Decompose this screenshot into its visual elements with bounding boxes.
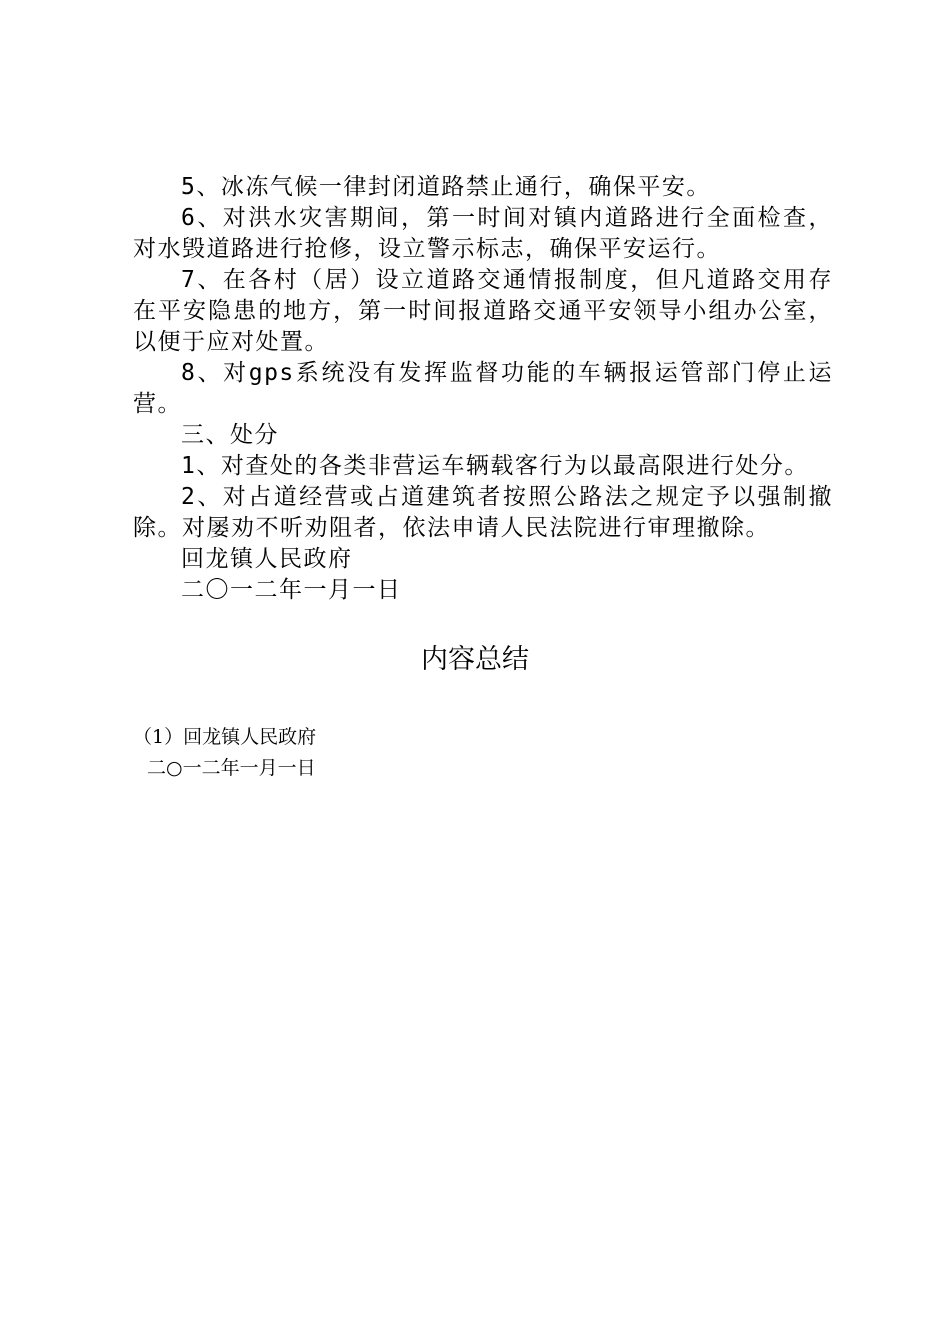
paragraph-item-6: 6、对洪水灾害期间，第一时间对镇内道路进行全面检查，对水毁道路进行抢修，设立警示标志，确保平安运行。 — [133, 205, 833, 262]
penalty-item-2: 2、对占道经营或占道建筑者按照公路法之规定予以强制撤除。对屡劝不听劝阻者，依法申请人民法院进行审理撤除。 — [133, 484, 833, 541]
summary-item-date: 二○一二年一月一日 — [147, 757, 316, 779]
paragraph-item-5: 5、冰冻气候一律封闭道路禁止通行，确保平安。 — [181, 174, 711, 200]
document-body — [133, 172, 833, 606]
paragraph-item-8: 8、对gps系统没有发挥监督功能的车辆报运管部门停止运营。 — [133, 360, 833, 417]
signature-organization: 回龙镇人民政府 — [181, 546, 353, 572]
section-heading-penalty: 三、处分 — [181, 422, 279, 448]
summary-title: 内容总结 — [421, 644, 529, 675]
penalty-item-1: 1、对查处的各类非营运车辆载客行为以最高限进行处分。 — [181, 453, 809, 479]
summary-item-organization: （1）回龙镇人民政府 — [133, 726, 317, 748]
signature-date: 二〇一二年一月一日 — [181, 577, 402, 603]
paragraph-item-7: 7、在各村（居）设立道路交通情报制度，但凡道路交用存在平安隐患的地方，第一时间报道路交通平安领导小组办公室，以便于应对处置。 — [133, 267, 833, 355]
summary-list — [133, 722, 833, 784]
